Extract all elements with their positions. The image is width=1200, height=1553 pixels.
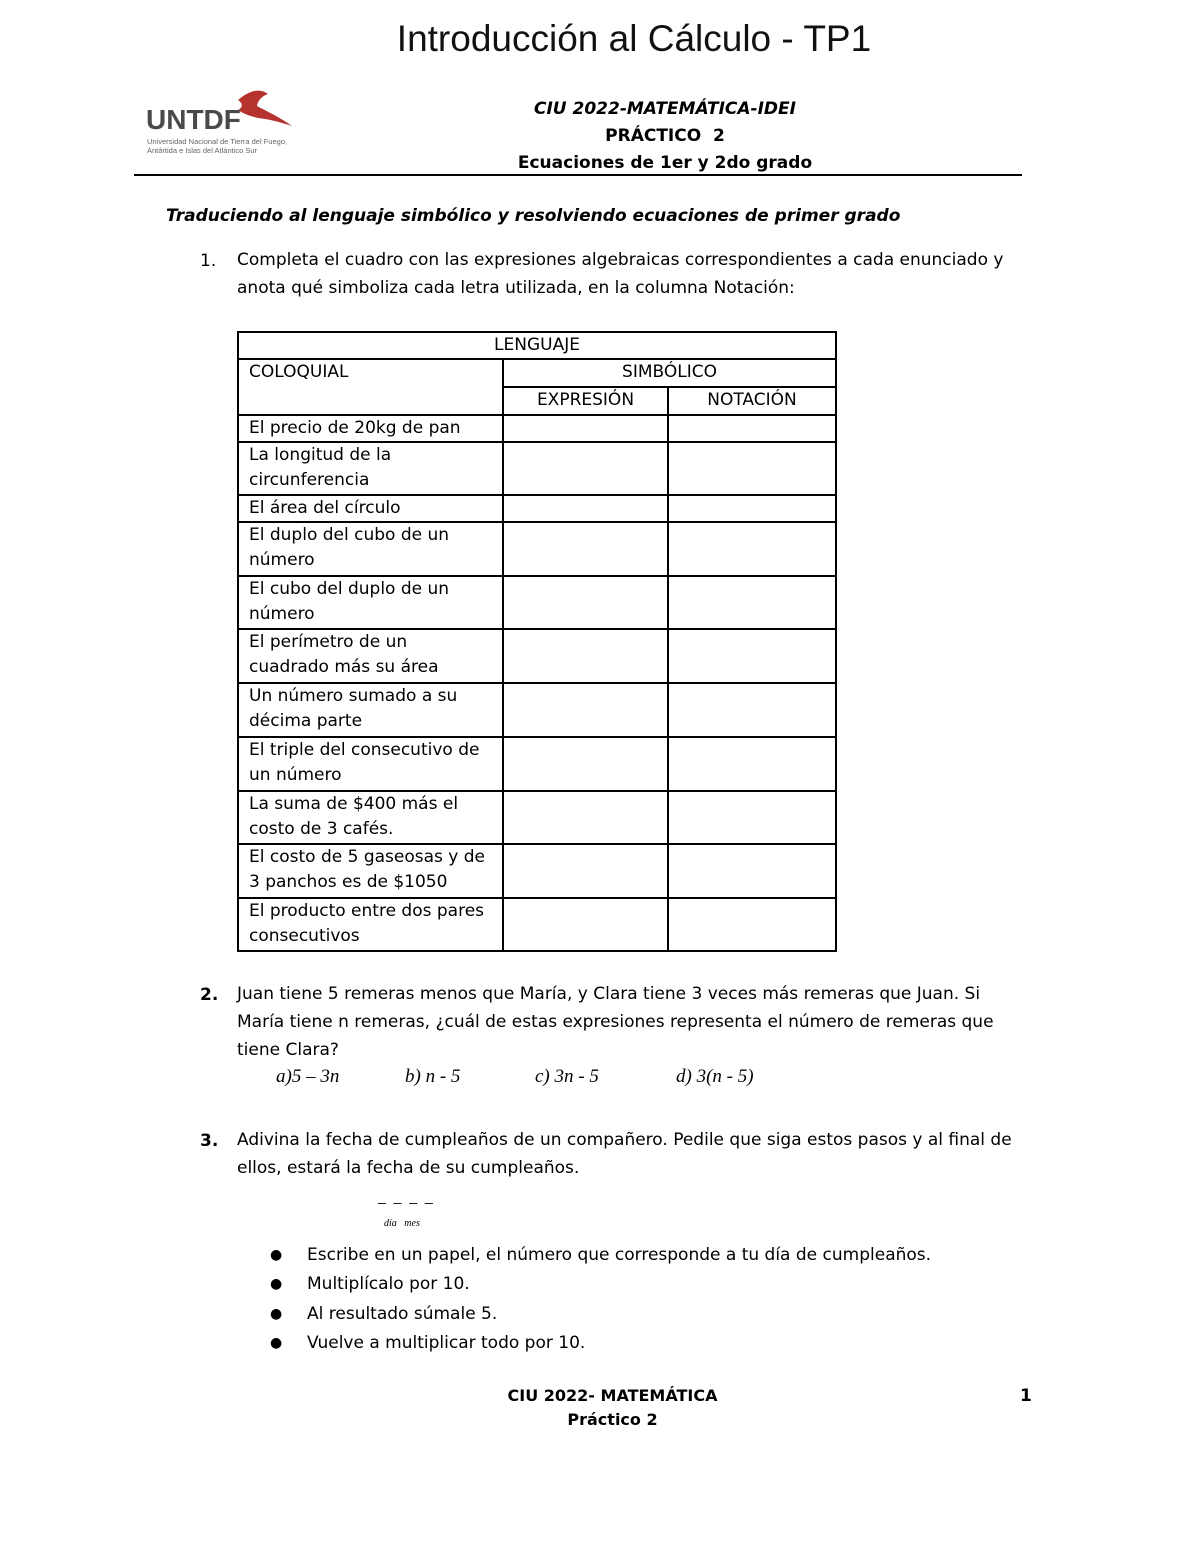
notacion-cell[interactable]: [668, 629, 836, 683]
page-number: 1: [1020, 1386, 1032, 1406]
question-2-text: Juan tiene 5 remeras menos que María, y Clara tiene 3 veces más remeras que Juan. Si María tiene n remeras, ¿cuál de estas expresiones representa el número de remeras que tiene Clara?: [237, 984, 994, 1060]
expresion-cell[interactable]: [503, 898, 668, 951]
expresion-cell[interactable]: [503, 629, 668, 683]
steps-list: [262, 1240, 931, 1358]
date-blank: _ _ _ _: [378, 1188, 435, 1204]
header-course: CIU 2022-MATEMÁTICA-IDEI: [534, 99, 796, 119]
footer-course: CIU 2022- MATEMÁTICA: [507, 1386, 718, 1405]
table-row: [238, 495, 836, 522]
bullet-icon: ●: [270, 1246, 283, 1263]
table-header-expresion: EXPRESIÓN: [503, 387, 668, 415]
notacion-cell[interactable]: [668, 791, 836, 844]
expresion-cell[interactable]: [503, 791, 668, 844]
table-header-lenguaje: LENGUAJE: [238, 332, 836, 359]
coloquial-cell: Un número sumado a su décima parte: [238, 683, 503, 737]
option-c[interactable]: c) 3n - 5: [535, 1066, 599, 1087]
table-row: [238, 629, 836, 683]
list-item: ● Al resultado súmale 5.: [262, 1299, 931, 1329]
question-1-number: 1.: [200, 251, 217, 271]
language-table: [237, 331, 837, 952]
notacion-cell[interactable]: [668, 522, 836, 576]
coloquial-cell: El triple del consecutivo de un número: [238, 737, 503, 791]
option-d[interactable]: d) 3(n - 5): [676, 1066, 754, 1087]
expresion-cell[interactable]: [503, 576, 668, 629]
table-row: [238, 791, 836, 844]
expresion-cell[interactable]: [503, 683, 668, 737]
table-row: [238, 415, 836, 442]
expresion-cell[interactable]: [503, 442, 668, 495]
coloquial-cell: El producto entre dos pares consecutivos: [238, 898, 503, 951]
notacion-cell[interactable]: [668, 737, 836, 791]
table-header-simbolico: SIMBÓLICO: [503, 359, 836, 387]
coloquial-cell: El duplo del cubo de un número: [238, 522, 503, 576]
bullet-icon: ●: [270, 1335, 283, 1352]
notacion-cell[interactable]: [668, 898, 836, 951]
table-header-coloquial: COLOQUIAL: [238, 359, 503, 415]
section-title: Traduciendo al lenguaje simbólico y resolviendo ecuaciones de primer grado: [166, 206, 901, 226]
expresion-cell[interactable]: [503, 844, 668, 898]
list-item: ● Multiplícalo por 10.: [262, 1270, 931, 1300]
table-row: [238, 683, 836, 737]
table-header-notacion: NOTACIÓN: [668, 387, 836, 415]
notacion-cell[interactable]: [668, 844, 836, 898]
page-title: Introducción al Cálculo - TP1: [396, 18, 872, 59]
question-1-text: Completa el cuadro con las expresiones algebraicas correspondientes a cada enunciado y anota qué simboliza cada letra utilizada, en la columna Notación:: [237, 250, 1004, 298]
bullet-icon: ●: [270, 1305, 283, 1322]
notacion-cell[interactable]: [668, 442, 836, 495]
coloquial-cell: La suma de $400 más el costo de 3 cafés.: [238, 791, 503, 844]
table-row: [238, 442, 836, 495]
option-a[interactable]: a)5 – 3n: [276, 1066, 340, 1087]
notacion-cell[interactable]: [668, 415, 836, 442]
question-2-number: 2.: [200, 985, 219, 1005]
coloquial-cell: El perímetro de un cuadrado más su área: [238, 629, 503, 683]
table-row: [238, 898, 836, 951]
logo-wordmark: UNTDF: [146, 104, 241, 135]
question-3-number: 3.: [200, 1131, 219, 1151]
table-row: [238, 737, 836, 791]
logo-subtitle: Universidad Nacional de Tierra del Fuego, Antártida e Islas del Atlántico Sur: [147, 137, 288, 155]
bullet-icon: ●: [270, 1276, 283, 1293]
notacion-cell[interactable]: [668, 683, 836, 737]
table-row: [238, 576, 836, 629]
footer-practice: Práctico 2: [567, 1410, 658, 1429]
header-practice: PRÁCTICO 2: [605, 126, 725, 146]
header-topic: Ecuaciones de 1er y 2do grado: [517, 153, 813, 173]
coloquial-cell: La longitud de la circunferencia: [238, 442, 503, 495]
expresion-cell[interactable]: [503, 522, 668, 576]
list-item: ● Vuelve a multiplicar todo por 10.: [262, 1329, 931, 1359]
expresion-cell[interactable]: [503, 415, 668, 442]
option-b[interactable]: b) n - 5: [405, 1066, 461, 1087]
list-item: ● Escribe en un papel, el número que corresponde a tu día de cumpleaños.: [262, 1240, 931, 1270]
header-divider: [134, 174, 1022, 176]
coloquial-cell: El precio de 20kg de pan: [238, 415, 503, 442]
coloquial-cell: El costo de 5 gaseosas y de 3 panchos es de $1050: [238, 844, 503, 898]
date-blank-label: día mes: [384, 1218, 420, 1229]
expresion-cell[interactable]: [503, 737, 668, 791]
question-3-text: Adivina la fecha de cumpleaños de un compañero. Pedile que siga estos pasos y al final de ellos, estará la fecha de su cumpleaños.: [237, 1130, 1012, 1178]
notacion-cell[interactable]: [668, 495, 836, 522]
table-row: [238, 844, 836, 898]
coloquial-cell: El cubo del duplo de un número: [238, 576, 503, 629]
notacion-cell[interactable]: [668, 576, 836, 629]
table-row: [238, 522, 836, 576]
expresion-cell[interactable]: [503, 495, 668, 522]
coloquial-cell: El área del círculo: [238, 495, 503, 522]
